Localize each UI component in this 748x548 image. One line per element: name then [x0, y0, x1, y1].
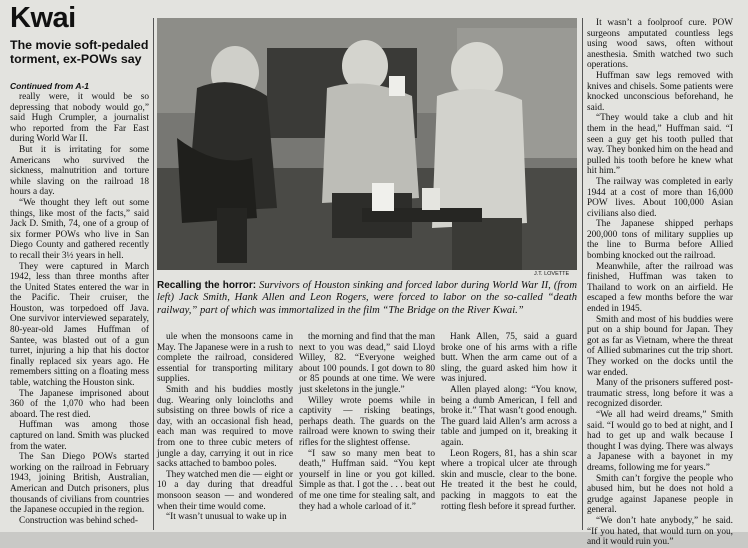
article-column-3: [299, 332, 435, 530]
article-paragraph: Construction was behind sched-: [19, 515, 139, 526]
article-paragraph: But it is irritating for some Americans who survived the sickness, malnutrition and torture while slaving on the railroad 18 hours a day.: [10, 144, 149, 198]
article-paragraph: “I saw so many men beat to death,” Huffman said. “You kept yourself in line or you got killed. Simple as that. I got the . . . beat out of me one time for stealing salt, and they had a whole carload of it.”: [299, 448, 435, 512]
article-paragraph: They watched men die — eight or 10 a day during that dreadful monsoon season — and wondered when their time would come.: [157, 469, 294, 512]
article-paragraph: It wasn’t a foolproof cure. POW surgeons amputated countless legs using wood saws, often without anesthesia. Smith watched two such operations.: [587, 18, 733, 71]
article-column-4: [441, 332, 577, 530]
article-paragraph: the morning and find that the man next to you was dead,” said Lloyd Willey, 82. “Everyone weighed about 100 pounds. I got down to 80 or 85 pounds at one time. We were just skeletons in the jungle.”: [299, 332, 435, 395]
article-paragraph: “We don’t hate anybody,” he said. “If you hated, that would turn on you, and it would ruin you.”: [587, 515, 733, 548]
article-paragraph: The San Diego POWs started working on the railroad in February 1943, joining British, Australian, American and Dutch prisoners, plus thousands of civilians from countries the Japanese occupied in the region.: [10, 452, 149, 516]
article-paragraph: Willey wrote poems while in captivity — risking beatings, perhaps death. The guards on the railroad were known to swing their rifles for the slightest offense.: [299, 395, 435, 448]
news-photo: [157, 18, 577, 270]
article-paragraph: “We all had weird dreams,” Smith said. “I would go to bed at night, and I had to get up and walk because I thought I was dying. There was always a Japanese with a bayonet in my dreams, following me for years.”: [587, 409, 733, 473]
column-rule-2: [582, 18, 583, 530]
article-paragraph: Leon Rogers, 81, has a shin scar where a tropical ulcer ate through skin and muscle, clear to the bone. He treated it the best he could, packing in maggots to eat the rotting flesh before it spread further.: [441, 448, 577, 512]
caption-lead: Recalling the horror:: [157, 280, 257, 291]
article-paragraph: really were, it would be so depressing that nobody would go,” said Hugh Crumpler, a journalist who reported from the Far East during World War II.: [10, 92, 149, 145]
article-paragraph: Smith can’t forgive the people who abused him, but he does not hold a grudge against Japanese people in general.: [587, 473, 733, 516]
article-paragraph: Huffman was among those captured on land. Smith was plucked from the water.: [10, 420, 149, 452]
headline: Kwai: [10, 2, 76, 34]
article-paragraph: Hank Allen, 75, said a guard broke one of his arms with a rifle butt. When the arm came out of a sling, the guard asked him how it was injured.: [441, 332, 577, 385]
article-paragraph: Meanwhile, after the railroad was finished, Huffman was taken to Thailand to work on an airfield. He escaped a few months before the war ended in 1945.: [587, 261, 733, 315]
article-column-1: [10, 92, 149, 530]
article-paragraph: Huffman saw legs removed with knives and chisels. Some patients were knocked unconscious beforehand, he said.: [587, 70, 733, 113]
article-paragraph: “We thought they left out some things, like most of the facts,” said Jack D. Smith, 74, one of a group of six former POWs who live in San Diego County and gathered recently to recall their 3½ years in hell.: [10, 197, 149, 261]
continued-from-label: Continued from A-1: [10, 81, 90, 91]
article-paragraph: Smith and most of his buddies were put on a ship bound for Japan. They got as far as Vietnam, where the threat of Allied submarines cut the trip short. They worked on the docks until the war ended.: [587, 314, 733, 378]
article-paragraph: The Japanese shipped perhaps 200,000 tons of military supplies up the line to Burma before Allied bombing knocked out the railroad.: [587, 219, 733, 262]
article-column-2: [157, 332, 293, 530]
article-paragraph: They were captured in March 1942, less than three months after the United States entered the war in the Pacific. Their cruiser, the Houston, was torpedoed off Java. One survivor interviewed separately, 80-year-old James Huffman of Santee, was blasted out of a gun turret, injuring a hip that his doctor finally replaced six years ago. He remembers sitting on a floating mess table, watching the Houston sink.: [10, 261, 149, 389]
column-rule-1: [153, 18, 154, 530]
caption-text: Survivors of Houston sinking and forced labor during World War II, (from left) Jack Smith, Hank Allen and Leon Rogers, were forced to labor on the so-called “death railway,” part of which was immortalized in the film “The Bridge on the River Kwai.”: [157, 280, 577, 316]
article-paragraph: Smith and his buddies mostly dug. Wearing only loincloths and subsisting on three bowls of rice a day, with an occasional fish head, each man was required to move from one to three cubic meters of jungle a day, carrying it out in rice sacks attached to bamboo poles.: [157, 384, 293, 470]
article-paragraph: The railway was completed in early 1944 at a cost of more than 16,000 POW lives. About 100,000 Asian civilians also died.: [587, 176, 733, 219]
article-paragraph: The Japanese imprisoned about 360 of the 1,070 who had been aboard. The rest died.: [10, 388, 149, 420]
article-paragraph: “They would take a club and hit them in the head,” Huffman said. “I seen a guy get his tooth pulled that way. They bonked him on the head and pulled his tooth before he knew what hit him.”: [587, 113, 733, 177]
article-paragraph: Many of the prisoners suffered post-traumatic stress, long before it was a recognized disorder.: [587, 378, 733, 410]
photo-credit: J.T. LOVETTE: [534, 271, 570, 277]
article-column-5: [587, 18, 733, 548]
article-paragraph: Allen played along: “You know, being a dumb American, I fell and broke it.” That wasn’t good enough. The guard laid Allen’s arm across a table and jumped on it, breaking it again.: [441, 384, 577, 448]
photo-three-men-icon: [157, 18, 577, 270]
article-paragraph: ule when the monsoons came in May. The Japanese were in a rush to complete the railroad, considered essential for transporting military supplies.: [157, 332, 293, 385]
deck-subheadline: The movie soft-pedaled torment, ex-POWs say: [10, 38, 149, 66]
photo-caption: [157, 280, 577, 317]
article-paragraph: “It wasn’t unusual to wake up in: [166, 512, 287, 523]
